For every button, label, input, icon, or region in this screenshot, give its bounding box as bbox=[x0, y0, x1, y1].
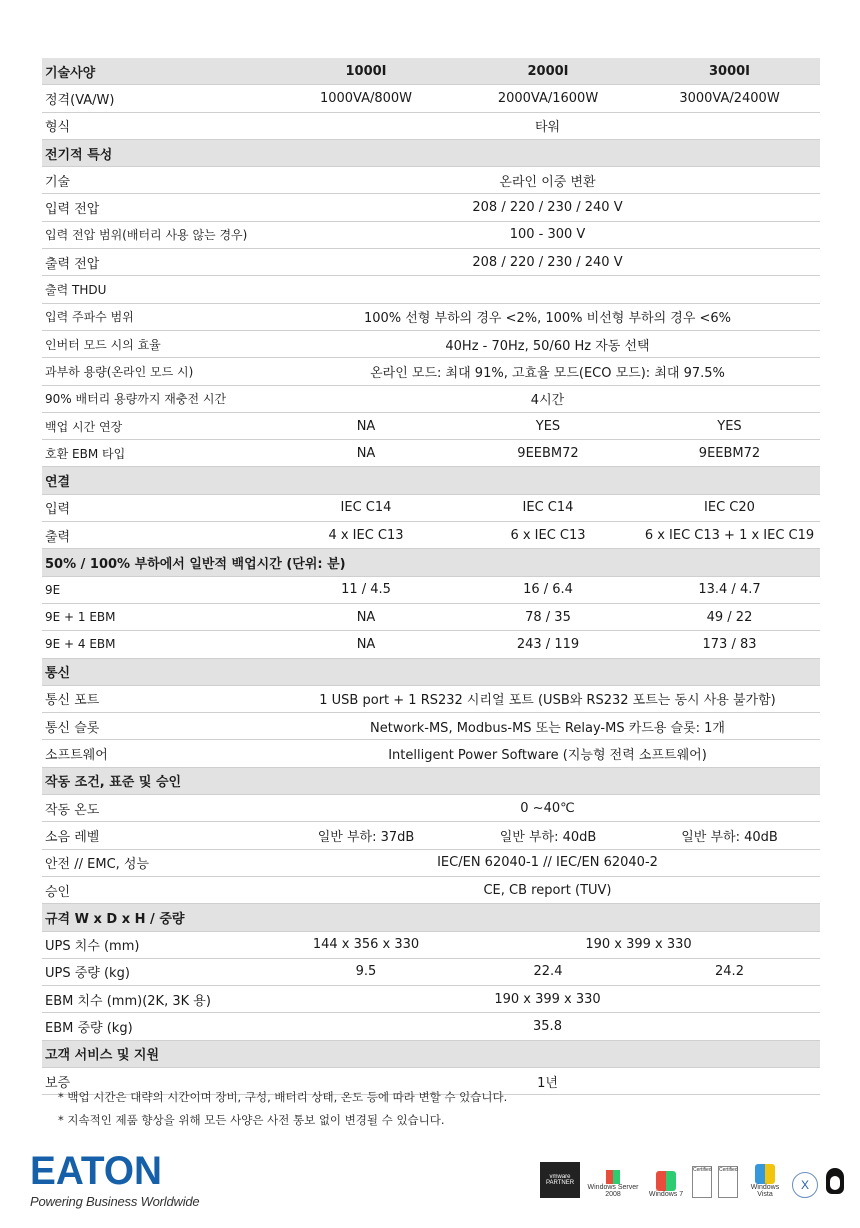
windows-vista-badge-icon: Windows Vista bbox=[744, 1164, 786, 1198]
column-header: 2000I bbox=[457, 58, 639, 85]
spec-label: 소음 레벨 bbox=[42, 822, 275, 849]
spec-row bbox=[42, 986, 820, 1013]
spec-label: 9E + 1 EBM bbox=[42, 603, 275, 630]
spec-label: 입력 bbox=[42, 494, 275, 521]
spec-value: 0 ~40℃ bbox=[275, 795, 820, 822]
section-header-row bbox=[42, 139, 820, 166]
spec-value: Intelligent Power Software (지능형 전력 소프트웨어) bbox=[275, 740, 820, 767]
column-header: 1000I bbox=[275, 58, 457, 85]
spec-row bbox=[42, 358, 820, 385]
spec-row bbox=[42, 85, 820, 112]
spec-value: 온라인 이중 변환 bbox=[275, 167, 820, 194]
spec-value: 11 / 4.5 bbox=[275, 576, 457, 603]
spec-value: 208 / 220 / 230 / 240 V bbox=[275, 249, 820, 276]
spec-label: 기술 bbox=[42, 167, 275, 194]
spec-row bbox=[42, 440, 820, 467]
certified-badge-icon: Certified bbox=[692, 1166, 712, 1198]
certification-badges bbox=[540, 1162, 846, 1198]
spec-row bbox=[42, 713, 820, 740]
spec-value: 13.4 / 4.7 bbox=[639, 576, 820, 603]
spec-label: 입력 전압 범위(배터리 사용 않는 경우) bbox=[42, 221, 275, 248]
spec-value: 144 x 356 x 330 bbox=[275, 931, 457, 958]
spec-row bbox=[42, 385, 820, 412]
spec-row bbox=[42, 194, 820, 221]
section-header-row bbox=[42, 1040, 820, 1067]
spec-label: 보증 bbox=[42, 1067, 275, 1094]
spec-label: 승인 bbox=[42, 876, 275, 903]
spec-value: 243 / 119 bbox=[457, 631, 639, 658]
section-title: 연결 bbox=[42, 467, 820, 494]
spec-value: 4 x IEC C13 bbox=[275, 522, 457, 549]
spec-label: 형식 bbox=[42, 112, 275, 139]
spec-label: 통신 슬롯 bbox=[42, 713, 275, 740]
spec-value: 1년 bbox=[275, 1067, 820, 1094]
spec-value: 22.4 bbox=[457, 958, 639, 985]
footnote: * 백업 시간은 대략의 시간이며 장비, 구성, 배터리 상태, 온도 등에 따라 변할 수 있습니다. bbox=[58, 1090, 508, 1104]
spec-label: 정격(VA/W) bbox=[42, 85, 275, 112]
spec-value: 190 x 399 x 330 bbox=[275, 986, 820, 1013]
section-title: 고객 서비스 및 지원 bbox=[42, 1040, 820, 1067]
spec-value: 100% 선형 부하의 경우 <2%, 100% 비선형 부하의 경우 <6% bbox=[275, 303, 820, 330]
certified-badge-icon: Certified bbox=[718, 1166, 738, 1198]
spec-value: 타워 bbox=[275, 112, 820, 139]
section-title: 통신 bbox=[42, 658, 820, 685]
spec-value: YES bbox=[639, 412, 820, 439]
section-title: 50% / 100% 부하에서 일반적 백업시간 (단위: 분) bbox=[42, 549, 820, 576]
spec-row bbox=[42, 221, 820, 248]
spec-label: 출력 bbox=[42, 522, 275, 549]
spec-row bbox=[42, 494, 820, 521]
spec-value: NA bbox=[275, 440, 457, 467]
spec-row bbox=[42, 931, 820, 958]
spec-row bbox=[42, 876, 820, 903]
spec-table bbox=[42, 58, 820, 1095]
spec-row bbox=[42, 685, 820, 712]
spec-label: 백업 시간 연장 bbox=[42, 412, 275, 439]
section-title: 규격 W x D x H / 중량 bbox=[42, 904, 820, 931]
spec-row bbox=[42, 740, 820, 767]
spec-value: IEC C20 bbox=[639, 494, 820, 521]
spec-value: 온라인 모드: 최대 91%, 고효율 모드(ECO 모드): 최대 97.5% bbox=[275, 358, 820, 385]
spec-value: NA bbox=[275, 412, 457, 439]
spec-label: 통신 포트 bbox=[42, 685, 275, 712]
spec-row bbox=[42, 112, 820, 139]
spec-value: YES bbox=[457, 412, 639, 439]
windows-7-badge-icon: Windows 7 bbox=[646, 1171, 686, 1198]
spec-row bbox=[42, 330, 820, 357]
spec-row bbox=[42, 958, 820, 985]
spec-row bbox=[42, 822, 820, 849]
spec-value: 4시간 bbox=[275, 385, 820, 412]
column-header: 3000I bbox=[639, 58, 820, 85]
spec-label: 출력 THDU bbox=[42, 276, 275, 303]
spec-value: 1 USB port + 1 RS232 시리얼 포트 (USB와 RS232 포트는 동시 사용 불가함) bbox=[275, 685, 820, 712]
spec-value: 일반 부하: 37dB bbox=[275, 822, 457, 849]
spec-row bbox=[42, 1013, 820, 1040]
section-header-row bbox=[42, 658, 820, 685]
spec-row bbox=[42, 303, 820, 330]
spec-row bbox=[42, 276, 820, 303]
spec-label: 9E + 4 EBM bbox=[42, 631, 275, 658]
spec-value: 9EEBM72 bbox=[457, 440, 639, 467]
spec-label: EBM 치수 (mm)(2K, 3K 용) bbox=[42, 986, 275, 1013]
spec-value: 일반 부하: 40dB bbox=[639, 822, 820, 849]
spec-row bbox=[42, 849, 820, 876]
spec-label: 소프트웨어 bbox=[42, 740, 275, 767]
spec-row bbox=[42, 167, 820, 194]
spec-row bbox=[42, 795, 820, 822]
spec-value: 24.2 bbox=[639, 958, 820, 985]
spec-value bbox=[275, 276, 820, 303]
spec-label: 9E bbox=[42, 576, 275, 603]
section-header-row bbox=[42, 549, 820, 576]
spec-label: 안전 // EMC, 성능 bbox=[42, 849, 275, 876]
spec-value: 208 / 220 / 230 / 240 V bbox=[275, 194, 820, 221]
spec-value: 16 / 6.4 bbox=[457, 576, 639, 603]
spec-value: IEC C14 bbox=[457, 494, 639, 521]
spec-label: 입력 전압 bbox=[42, 194, 275, 221]
spec-value: NA bbox=[275, 631, 457, 658]
vmware-badge-icon: vmware PARTNER bbox=[540, 1162, 580, 1198]
spec-label: 입력 주파수 범위 bbox=[42, 303, 275, 330]
logo-wordmark: EATON bbox=[30, 1152, 162, 1188]
spec-value: 1000VA/800W bbox=[275, 85, 457, 112]
spec-value: 6 x IEC C13 + 1 x IEC C19 bbox=[639, 522, 820, 549]
spec-label: 작동 온도 bbox=[42, 795, 275, 822]
section-header-row bbox=[42, 904, 820, 931]
spec-value: 9EEBM72 bbox=[639, 440, 820, 467]
spec-value: 190 x 399 x 330 bbox=[457, 931, 820, 958]
spec-row bbox=[42, 603, 820, 630]
section-header-row bbox=[42, 467, 820, 494]
logo-tagline: Powering Business Worldwide bbox=[30, 1194, 200, 1209]
spec-value: 78 / 35 bbox=[457, 603, 639, 630]
spec-value: CE, CB report (TUV) bbox=[275, 876, 820, 903]
spec-value: IEC C14 bbox=[275, 494, 457, 521]
spec-value: 40Hz - 70Hz, 50/60 Hz 자동 선택 bbox=[275, 330, 820, 357]
spec-row bbox=[42, 249, 820, 276]
spec-value: 35.8 bbox=[275, 1013, 820, 1040]
spec-value: 3000VA/2400W bbox=[639, 85, 820, 112]
section-title: 작동 조건, 표준 및 승인 bbox=[42, 767, 820, 794]
spec-label: 90% 배터리 용량까지 재충전 시간 bbox=[42, 385, 275, 412]
eaton-wordmark-icon bbox=[30, 1152, 210, 1188]
spec-value: 173 / 83 bbox=[639, 631, 820, 658]
spec-label: UPS 중량 (kg) bbox=[42, 958, 275, 985]
spec-label: 인버터 모드 시의 효율 bbox=[42, 330, 275, 357]
mac-os-x-badge-icon: X bbox=[792, 1172, 818, 1198]
spec-row bbox=[42, 576, 820, 603]
linux-tux-icon bbox=[824, 1168, 846, 1198]
spec-label: EBM 중량 (kg) bbox=[42, 1013, 275, 1040]
section-title: 기술사양 bbox=[42, 58, 275, 85]
footnotes bbox=[58, 1086, 507, 1132]
spec-row bbox=[42, 412, 820, 439]
windows-server-badge-icon: Windows Server 2008 bbox=[586, 1170, 640, 1198]
eaton-logo bbox=[30, 1152, 210, 1209]
spec-value: 9.5 bbox=[275, 958, 457, 985]
footnote: * 지속적인 제품 향상을 위해 모든 사양은 사전 통보 없이 변경될 수 있습니다. bbox=[58, 1113, 445, 1127]
spec-row bbox=[42, 522, 820, 549]
section-header-row bbox=[42, 767, 820, 794]
spec-label: 호환 EBM 타입 bbox=[42, 440, 275, 467]
spec-value: NA bbox=[275, 603, 457, 630]
spec-value: 49 / 22 bbox=[639, 603, 820, 630]
section-title: 전기적 특성 bbox=[42, 139, 820, 166]
spec-row bbox=[42, 631, 820, 658]
spec-value: Network-MS, Modbus-MS 또는 Relay-MS 카드용 슬롯: 1개 bbox=[275, 713, 820, 740]
spec-value: 100 - 300 V bbox=[275, 221, 820, 248]
spec-label: 과부하 용량(온라인 모드 시) bbox=[42, 358, 275, 385]
spec-value: 일반 부하: 40dB bbox=[457, 822, 639, 849]
spec-label: UPS 치수 (mm) bbox=[42, 931, 275, 958]
section-header-row bbox=[42, 58, 820, 85]
spec-value: IEC/EN 62040-1 // IEC/EN 62040-2 bbox=[275, 849, 820, 876]
spec-label: 출력 전압 bbox=[42, 249, 275, 276]
spec-value: 2000VA/1600W bbox=[457, 85, 639, 112]
spec-value: 6 x IEC C13 bbox=[457, 522, 639, 549]
